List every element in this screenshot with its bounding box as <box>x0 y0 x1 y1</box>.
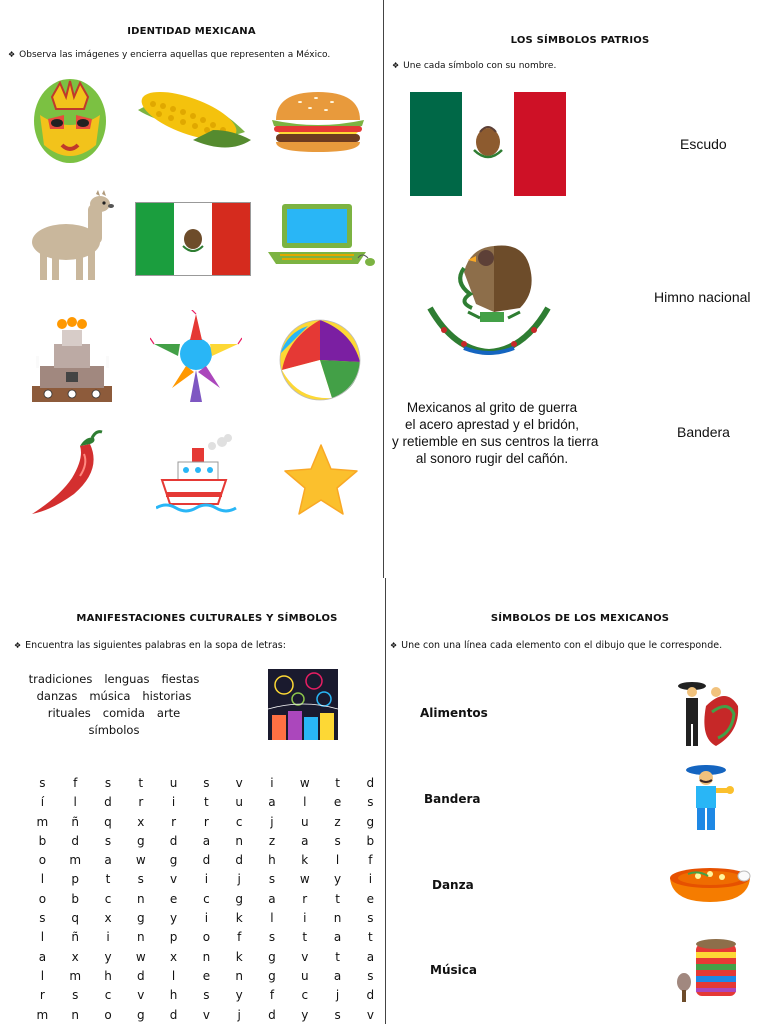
corn-icon[interactable] <box>133 80 253 160</box>
item-label-alimentos[interactable]: Alimentos <box>420 706 488 720</box>
grid-cell[interactable]: w <box>135 853 146 868</box>
grid-cell[interactable]: v <box>170 872 178 887</box>
grid-cell[interactable]: u <box>300 814 309 829</box>
grid-cell[interactable]: s <box>367 795 374 810</box>
item-label-musica[interactable]: Música <box>430 963 477 977</box>
grid-cell[interactable]: d <box>169 1007 178 1022</box>
grid-cell[interactable]: q <box>71 911 79 926</box>
word: comida <box>102 706 145 720</box>
grid-cell[interactable]: t <box>335 891 340 906</box>
grid-cell[interactable]: i <box>270 776 274 790</box>
grid-cell[interactable]: g <box>169 853 178 868</box>
grid-cell[interactable]: u <box>235 795 243 810</box>
grid-row <box>26 776 387 795</box>
grid-cell[interactable]: j <box>237 872 241 887</box>
grid-cell[interactable]: d <box>366 776 375 790</box>
grid-cell[interactable]: s <box>39 776 46 790</box>
grid-cell[interactable]: k <box>235 911 243 926</box>
grid-cell[interactable]: r <box>39 988 45 1003</box>
grid-cell[interactable]: j <box>335 988 340 1003</box>
beach-ball-icon[interactable] <box>278 318 362 402</box>
grid-cell[interactable]: l <box>40 872 45 887</box>
grid-cell[interactable]: j <box>270 814 274 829</box>
q1-instruction-text: Observa las imágenes y encierra aquellas que representen a México. <box>19 50 331 60</box>
grid-row <box>26 872 387 891</box>
grid-row <box>26 892 387 911</box>
grid-cell[interactable]: t <box>204 795 209 810</box>
grid-cell[interactable]: n <box>235 833 243 848</box>
grid-cell[interactable]: c <box>301 988 309 1003</box>
grid-cell[interactable]: x <box>137 814 145 829</box>
grid-cell[interactable]: s <box>367 968 374 983</box>
grid-cell[interactable]: a <box>333 968 342 983</box>
q2-bullet: ❖ <box>392 61 400 70</box>
grid-cell[interactable]: d <box>366 988 375 1003</box>
q2-instruction-text: Une cada símbolo con su nombre. <box>403 61 557 71</box>
q2-title: LOS SÍMBOLOS PATRIOS <box>510 35 650 46</box>
grid-cell[interactable]: g <box>136 911 145 926</box>
mexican-flag-icon[interactable] <box>135 202 251 276</box>
grid-cell[interactable]: v <box>235 776 243 790</box>
grid-cell[interactable]: c <box>235 814 243 829</box>
word: lenguas <box>104 672 150 686</box>
ship-icon[interactable] <box>156 434 238 520</box>
q1-instruction <box>8 50 330 60</box>
grid-cell[interactable]: l <box>73 795 77 810</box>
grid-cell[interactable]: d <box>268 1007 276 1022</box>
item-label-danza[interactable]: Danza <box>432 878 474 892</box>
grid-cell[interactable]: t <box>335 949 340 964</box>
q3-instruction-text: Encuentra las siguientes palabras en la sopa de letras: <box>25 640 286 651</box>
grid-cell[interactable]: v <box>137 988 145 1003</box>
grid-cell[interactable]: y <box>334 872 342 887</box>
q4-title: SÍMBOLOS DE LOS MEXICANOS <box>490 613 670 624</box>
grid-cell[interactable]: s <box>268 872 276 887</box>
grid-cell[interactable]: g <box>235 891 243 906</box>
grid-cell[interactable]: l <box>40 968 45 983</box>
grid-cell[interactable]: i <box>171 795 176 810</box>
grid-cell[interactable]: i <box>303 911 307 926</box>
star-icon[interactable] <box>282 442 360 518</box>
grid-cell[interactable]: h <box>169 988 178 1003</box>
grid-cell[interactable]: s <box>104 776 112 790</box>
vertical-divider-top <box>383 0 384 578</box>
grid-cell[interactable]: i <box>106 930 110 945</box>
grid-cell[interactable]: h <box>104 968 112 983</box>
q4-instruction-text: Une con una línea cada elemento con el dibujo que le corresponde. <box>401 640 723 651</box>
name-label-himno[interactable]: Himno nacional <box>654 289 751 305</box>
grid-cell[interactable]: v <box>301 949 309 964</box>
grid-cell[interactable]: f <box>73 776 78 790</box>
coat-of-arms-icon[interactable] <box>424 238 554 358</box>
word: símbolos <box>88 723 140 737</box>
grid-row <box>26 911 387 930</box>
grid-cell[interactable]: a <box>366 949 375 964</box>
grid-cell[interactable]: b <box>366 833 375 848</box>
grid-cell[interactable]: y <box>301 1007 309 1022</box>
name-label-escudo[interactable]: Escudo <box>680 136 727 152</box>
grid-cell[interactable]: f <box>237 930 242 945</box>
word: tradiciones <box>28 672 93 686</box>
grid-row <box>26 930 387 949</box>
grid-cell[interactable]: s <box>203 776 210 790</box>
grid-cell[interactable]: g <box>366 814 375 829</box>
grid-cell[interactable]: s <box>203 988 210 1003</box>
grid-cell[interactable]: n <box>235 968 243 983</box>
grid-cell[interactable]: d <box>136 968 145 983</box>
grid-row <box>26 950 387 969</box>
grid-cell[interactable]: s <box>137 872 144 887</box>
grid-cell[interactable]: l <box>335 853 340 868</box>
grid-cell[interactable]: s <box>334 1007 341 1022</box>
word: música <box>89 689 131 703</box>
q3-bullet: ❖ <box>14 641 22 650</box>
grid-cell[interactable]: s <box>367 911 374 926</box>
grid-cell[interactable]: n <box>202 949 211 964</box>
grid-cell[interactable]: d <box>71 833 79 848</box>
mariachi-icon[interactable] <box>684 760 734 834</box>
word: historias <box>142 689 192 703</box>
grid-cell[interactable]: c <box>203 891 210 906</box>
grid-cell[interactable]: r <box>302 891 308 906</box>
grid-cell[interactable]: m <box>36 814 49 829</box>
grid-row <box>26 815 387 834</box>
grid-cell[interactable]: o <box>202 930 211 945</box>
grid-cell[interactable]: t <box>138 776 144 790</box>
grid-cell[interactable]: p <box>71 872 79 887</box>
grid-cell[interactable]: s <box>268 930 276 945</box>
grid-cell[interactable]: x <box>170 949 178 964</box>
grid-cell[interactable]: b <box>71 891 79 906</box>
grid-cell[interactable]: g <box>268 968 276 983</box>
grid-cell[interactable]: z <box>268 833 276 848</box>
q4-bullet: ❖ <box>390 641 398 650</box>
q3-instruction <box>14 640 286 651</box>
grid-cell[interactable]: y <box>104 949 112 964</box>
grid-row <box>26 988 387 1007</box>
llama-icon[interactable] <box>22 190 116 286</box>
grid-cell[interactable]: w <box>135 949 146 964</box>
grid-cell[interactable]: f <box>368 853 373 868</box>
grid-cell[interactable]: d <box>104 795 112 810</box>
anthem-line: al sonoro rugir del cañón. <box>415 451 569 466</box>
q3-title: MANIFESTACIONES CULTURALES Y SÍMBOLOS <box>76 613 338 624</box>
grid-cell[interactable]: y <box>235 988 243 1003</box>
anthem-line: y retiemble en sus centros la tierra <box>392 434 599 449</box>
word: arte <box>156 706 181 720</box>
grid-cell[interactable]: m <box>69 968 82 983</box>
grid-cell[interactable]: n <box>71 1007 79 1022</box>
word: danzas <box>36 689 78 703</box>
grid-cell[interactable]: l <box>171 968 176 983</box>
hamburger-icon[interactable] <box>270 88 366 154</box>
item-label-bandera[interactable]: Bandera <box>424 792 481 806</box>
grid-cell[interactable]: w <box>299 872 310 887</box>
anthem-line: Mexicanos al grito de guerra <box>406 400 578 415</box>
grid-cell[interactable]: a <box>268 891 276 906</box>
grid-cell[interactable]: m <box>36 1007 49 1022</box>
grid-cell[interactable]: a <box>333 930 342 945</box>
q2-instruction <box>392 61 556 71</box>
food-bowl-icon[interactable] <box>668 860 752 906</box>
q4-instruction <box>390 640 722 651</box>
grid-row <box>26 969 387 988</box>
grid-cell[interactable]: t <box>105 872 111 887</box>
grid-cell[interactable]: n <box>333 911 342 926</box>
grid-cell[interactable]: e <box>202 968 211 983</box>
grid-cell[interactable]: c <box>104 988 112 1003</box>
grid-row <box>26 853 387 872</box>
word: fiestas <box>161 672 200 686</box>
grid-cell[interactable]: r <box>138 795 144 810</box>
laptop-icon[interactable] <box>262 200 380 272</box>
grid-cell[interactable]: a <box>202 833 211 848</box>
name-label-bandera[interactable]: Bandera <box>677 424 730 440</box>
grid-cell[interactable]: t <box>368 930 373 945</box>
grid-cell[interactable]: a <box>104 853 112 868</box>
grid-cell[interactable]: e <box>169 891 178 906</box>
grid-cell[interactable]: y <box>170 911 178 926</box>
grid-cell[interactable]: g <box>136 833 145 848</box>
grid-cell[interactable]: i <box>204 872 209 887</box>
grid-cell[interactable]: i <box>368 872 373 887</box>
word-search-grid[interactable] <box>26 776 387 1027</box>
grid-cell[interactable]: í <box>40 795 45 810</box>
grid-cell[interactable]: v <box>366 1007 374 1022</box>
dancers-icon[interactable] <box>676 676 740 750</box>
grid-cell[interactable]: x <box>104 911 112 926</box>
word-list <box>14 671 214 739</box>
grid-cell[interactable]: s <box>334 833 341 848</box>
grid-cell[interactable]: d <box>235 853 243 868</box>
grid-row <box>26 795 387 814</box>
grid-cell[interactable]: o <box>38 853 47 868</box>
grid-cell[interactable]: p <box>169 930 178 945</box>
grid-cell[interactable]: f <box>269 988 275 1003</box>
grid-cell[interactable]: s <box>104 833 112 848</box>
anthem-line: el acero aprestad y el bridón, <box>404 417 580 432</box>
grid-cell[interactable]: r <box>171 814 177 829</box>
grid-cell[interactable]: r <box>203 814 209 829</box>
grid-cell[interactable]: e <box>333 795 342 810</box>
grid-row <box>26 834 387 853</box>
grid-cell[interactable]: q <box>104 814 112 829</box>
grid-cell[interactable]: g <box>268 949 276 964</box>
anthem-lyrics <box>392 399 599 467</box>
grid-cell[interactable]: w <box>299 776 310 790</box>
grid-cell[interactable]: n <box>136 930 145 945</box>
grid-cell[interactable]: u <box>169 776 178 790</box>
chili-icon[interactable] <box>30 430 106 516</box>
q1-bullet: ❖ <box>8 50 16 59</box>
grid-cell[interactable]: h <box>268 853 276 868</box>
luchador-mask-icon[interactable] <box>30 75 110 165</box>
grid-cell[interactable]: z <box>334 814 341 829</box>
drum-maraca-icon[interactable] <box>676 938 744 1004</box>
grid-cell[interactable]: o <box>38 891 47 906</box>
word: rituales <box>47 706 91 720</box>
grid-cell[interactable]: x <box>71 949 79 964</box>
grid-cell[interactable]: e <box>366 891 375 906</box>
grid-cell[interactable]: b <box>38 833 47 848</box>
grid-cell[interactable]: l <box>270 911 274 926</box>
grid-cell[interactable]: c <box>104 891 112 906</box>
grid-cell[interactable]: k <box>301 853 309 868</box>
grid-cell[interactable]: t <box>302 930 308 945</box>
grid-cell[interactable]: i <box>204 911 209 926</box>
grid-cell[interactable]: v <box>202 1007 210 1022</box>
festival-scene-icon <box>268 669 338 740</box>
grid-cell[interactable]: k <box>235 949 243 964</box>
grid-cell[interactable]: ñ <box>71 814 79 829</box>
grid-cell[interactable]: m <box>69 853 82 868</box>
grid-cell[interactable]: o <box>104 1007 112 1022</box>
grid-cell[interactable]: a <box>301 833 309 848</box>
grid-cell[interactable]: u <box>300 968 309 983</box>
grid-cell[interactable]: s <box>39 911 46 926</box>
grid-cell[interactable]: j <box>237 1007 241 1022</box>
grid-cell[interactable]: a <box>38 949 47 964</box>
mexican-flag-large-icon[interactable] <box>410 92 566 196</box>
altar-icon[interactable] <box>26 316 118 408</box>
q1-title: IDENTIDAD MEXICANA <box>127 26 256 37</box>
grid-cell[interactable]: a <box>268 795 276 810</box>
grid-cell[interactable]: ñ <box>71 930 79 945</box>
grid-cell[interactable]: l <box>303 795 307 810</box>
grid-cell[interactable]: n <box>136 891 145 906</box>
grid-cell[interactable]: t <box>335 776 340 790</box>
grid-cell[interactable]: l <box>40 930 45 945</box>
grid-cell[interactable]: g <box>136 1007 145 1022</box>
grid-cell[interactable]: d <box>202 853 211 868</box>
grid-cell[interactable]: d <box>169 833 178 848</box>
grid-cell[interactable]: s <box>72 988 79 1003</box>
pinata-icon[interactable] <box>150 310 242 406</box>
